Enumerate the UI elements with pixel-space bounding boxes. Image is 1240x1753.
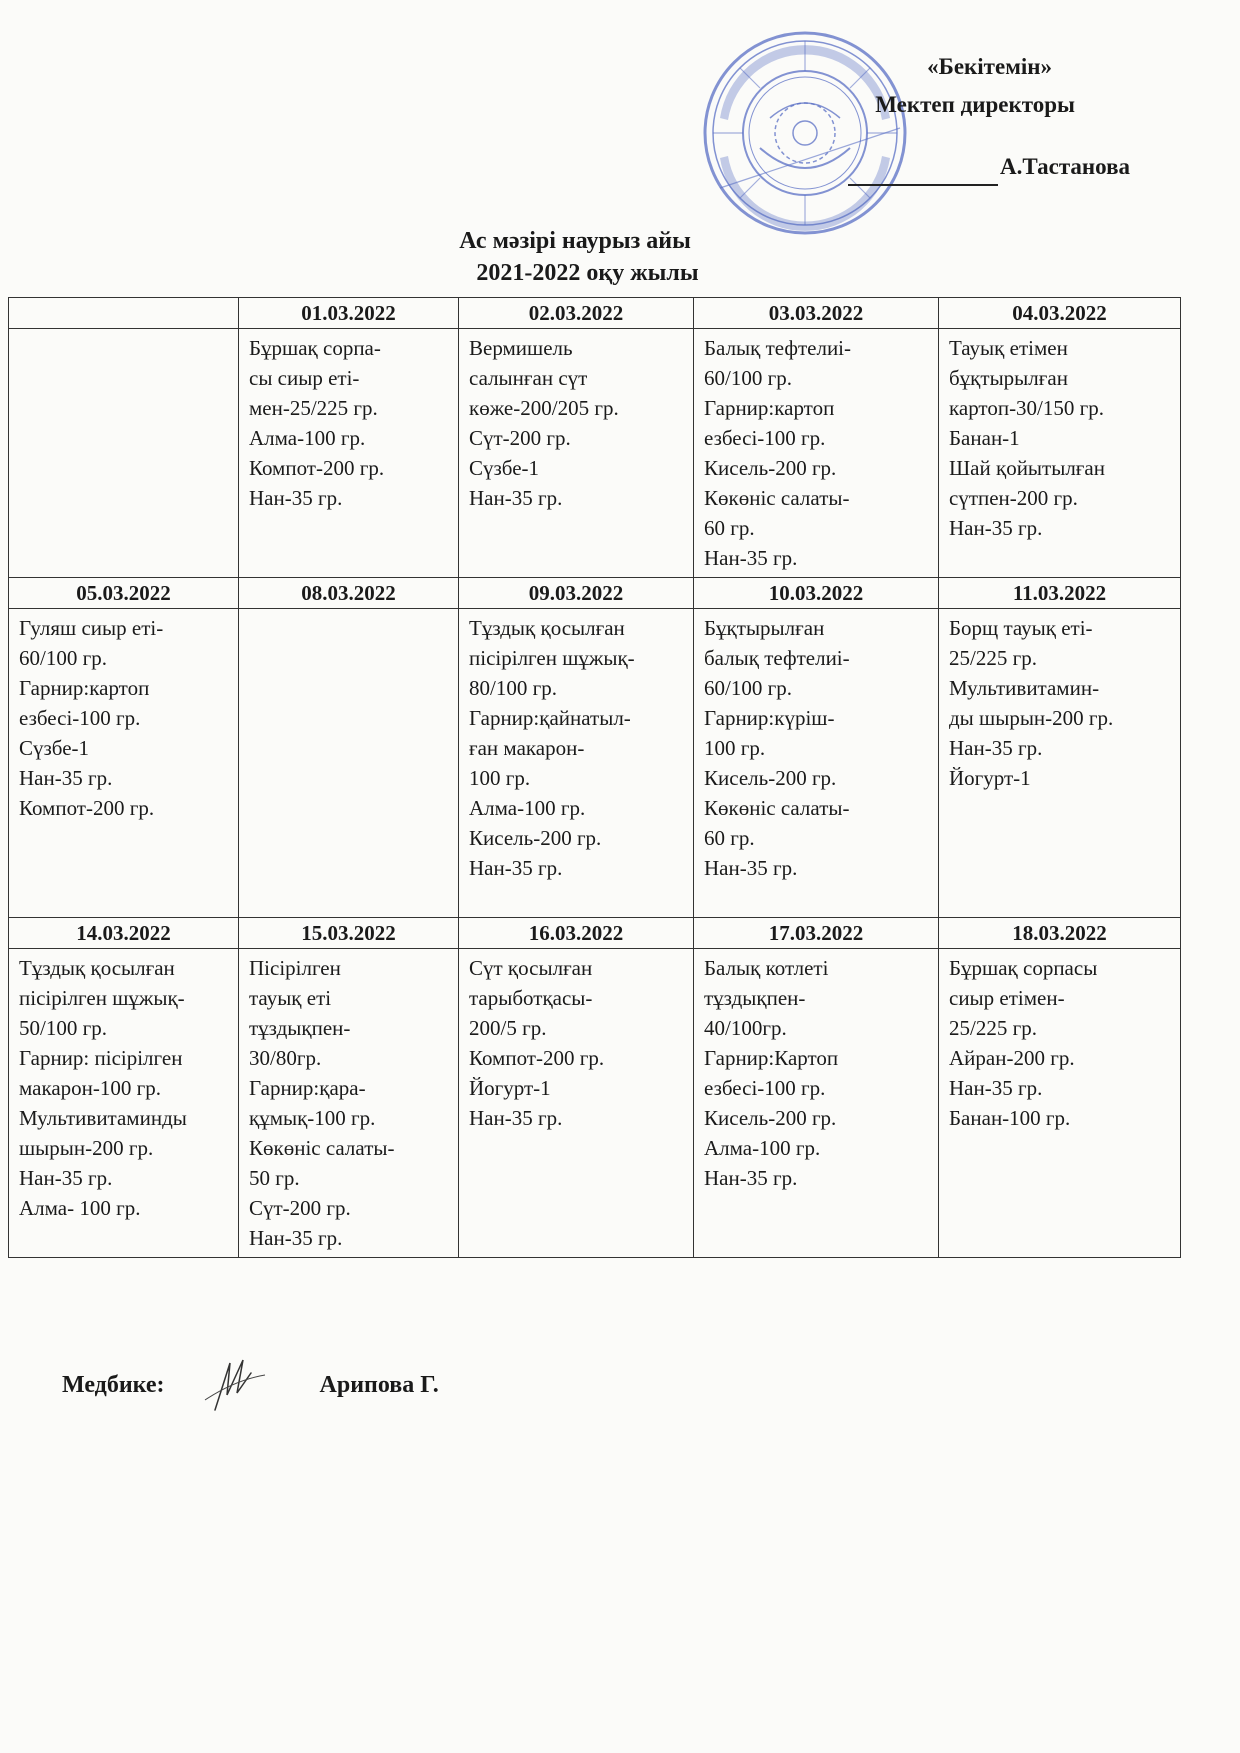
date-cell: 10.03.2022: [694, 578, 939, 609]
menu-cell: Балық котлеті тұздықпен- 40/100гр. Гарнир:Картоп езбесі-100 гр. Кисель-200 гр. Алма-100 гр. Нан-35 гр.: [694, 949, 939, 1258]
title-line-1: Ас мәзірі наурыз айы: [459, 228, 691, 254]
menu-cell: Сүт қосылған тарыботқасы- 200/5 гр. Компот-200 гр. Йогурт-1 Нан-35 гр.: [459, 949, 694, 1258]
menu-cell: Пісірілген тауық еті тұздықпен- 30/80гр. Гарнир:қара- құмық-100 гр. Көкөніс салаты- 50 гр. Сүт-200 гр. Нан-35 гр.: [239, 949, 459, 1258]
nurse-signature-block: [62, 1355, 439, 1415]
menu-cell: Тауық етімен бұқтырылған картоп-30/150 гр. Банан-1 Шай қойытылған сүтпен-200 гр. Нан-35 гр.: [939, 329, 1181, 578]
director-name: А.Тастанова: [999, 154, 1130, 179]
date-cell: 17.03.2022: [694, 918, 939, 949]
date-row: [9, 298, 1181, 329]
page-title: [0, 225, 1240, 289]
date-cell: 01.03.2022: [239, 298, 459, 329]
date-cell: 02.03.2022: [459, 298, 694, 329]
nurse-name: Арипова Г.: [319, 1371, 439, 1398]
date-cell: 11.03.2022: [939, 578, 1181, 609]
date-row: [9, 918, 1181, 949]
menu-cell: Тұздық қосылған пісірілген шұжық- 50/100 гр. Гарнир: пісірілген макарон-100 гр. Мультивитаминды шырын-200 гр. Нан-35 гр. Алма- 100 гр.: [9, 949, 239, 1258]
menu-table: [8, 297, 1181, 1258]
date-cell: 09.03.2022: [459, 578, 694, 609]
date-cell: 14.03.2022: [9, 918, 239, 949]
nurse-label: Медбике:: [62, 1371, 165, 1398]
menu-row: [9, 949, 1181, 1258]
approval-signature-line: [848, 148, 1130, 186]
date-cell: 03.03.2022: [694, 298, 939, 329]
date-cell: 08.03.2022: [239, 578, 459, 609]
menu-cell: Бұршақ сорпасы сиыр етімен- 25/225 гр. Айран-200 гр. Нан-35 гр. Банан-100 гр.: [939, 949, 1181, 1258]
date-cell: 04.03.2022: [939, 298, 1181, 329]
date-row: [9, 578, 1181, 609]
menu-cell: Вермишель салынған сүт көже-200/205 гр. Сүт-200 гр. Сүзбе-1 Нан-35 гр.: [459, 329, 694, 578]
date-cell: 16.03.2022: [459, 918, 694, 949]
approval-block: [848, 48, 1130, 186]
date-cell: 05.03.2022: [9, 578, 239, 609]
menu-cell: Гуляш сиыр еті- 60/100 гр. Гарнир:картоп езбесі-100 гр. Сүзбе-1 Нан-35 гр. Компот-200 гр.: [9, 609, 239, 918]
menu-cell: Бұқтырылған балық тефтелиі- 60/100 гр. Гарнир:күріш- 100 гр. Кисель-200 гр. Көкөніс салаты- 60 гр. Нан-35 гр.: [694, 609, 939, 918]
menu-row: [9, 609, 1181, 918]
approval-heading: «Бекітемін»: [927, 54, 1052, 79]
signature-blank-line: [848, 162, 998, 186]
date-cell: 15.03.2022: [239, 918, 459, 949]
menu-cell: [239, 609, 459, 918]
menu-cell: Балық тефтелиі- 60/100 гр. Гарнир:картоп езбесі-100 гр. Кисель-200 гр. Көкөніс салаты- 60 гр. Нан-35 гр.: [694, 329, 939, 578]
date-cell: [9, 298, 239, 329]
menu-row: [9, 329, 1181, 578]
menu-cell: Бұршақ сорпа- сы сиыр еті- мен-25/225 гр. Алма-100 гр. Компот-200 гр. Нан-35 гр.: [239, 329, 459, 578]
approval-position: Мектеп директоры: [875, 92, 1075, 117]
handwritten-signature-icon: [185, 1355, 285, 1415]
menu-cell: [9, 329, 239, 578]
date-cell: 18.03.2022: [939, 918, 1181, 949]
title-line-2: 2021-2022 оқу жылы: [476, 260, 699, 286]
menu-cell: Борщ тауық еті- 25/225 гр. Мультивитамин- ды шырын-200 гр. Нан-35 гр. Йогурт-1: [939, 609, 1181, 918]
menu-cell: Тұздық қосылған пісірілген шұжық- 80/100 гр. Гарнир:қайнатыл- ған макарон- 100 гр. Алма-100 гр. Кисель-200 гр. Нан-35 гр.: [459, 609, 694, 918]
